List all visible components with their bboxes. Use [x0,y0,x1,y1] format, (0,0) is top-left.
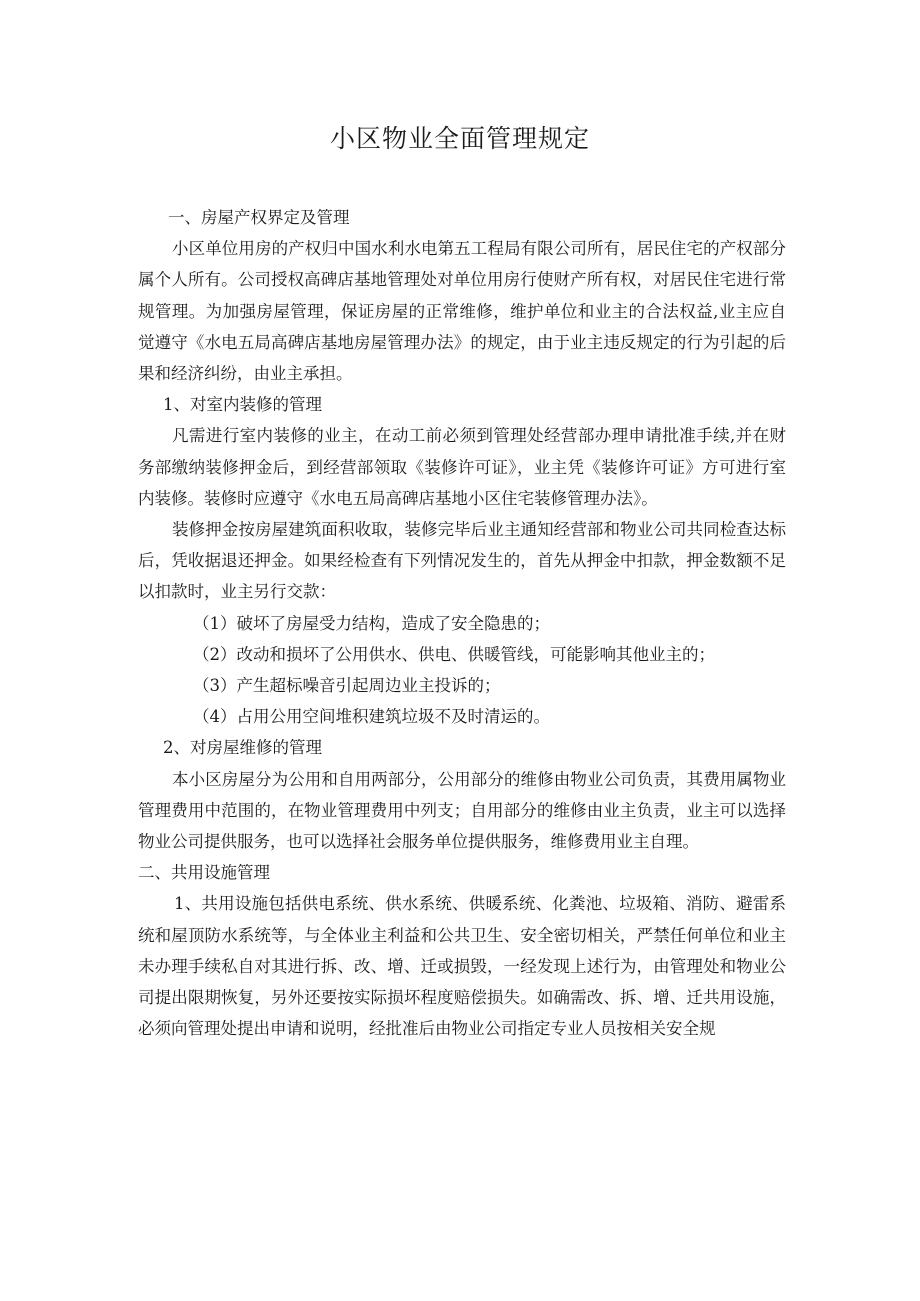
subsection-heading: 1、对室内装修的管理 [163,395,322,415]
paragraph: 小区单位用房的产权归中国水利水电第五工程局有限公司所有，居民住宅的产权部分属个人所有。公司授权高碑店基地管理处对单位用房行使财产所有权，对居民住宅进行常规管理。为加强房屋管理，保证房屋的正常维修，维护单位和业主的合法权益,业主应自觉遵守《水电五局高碑店基地房屋管理办法》的规定，由于业主违反规定的行为引起的后果和经济纠纷，由业主承担。 [138,239,786,384]
paragraph: 本小区房屋分为公用和自用两部分，公用部分的维修由物业公司负责，其费用属物业管理费用中范围的，在物业管理费用中列支；自用部分的维修由业主负责，业主可以选择物业公司提供服务，也可以选择社会服务单位提供服务，维修费用业主自理。 [138,769,786,852]
paragraph: 凡需进行室内装修的业主，在动工前必须到管理处经营部办理申请批准手续,并在财务部缴纳装修押金后，到经营部领取《装修许可证》，业主凭《装修许可证》方可进行室内装修。装修时应遵守《水电五局高碑店基地小区住宅装修管理办法》。 [138,426,786,508]
paragraph: 装修押金按房屋建筑面积收取，装修完毕后业主通知经营部和物业公司共同检查达标后，凭收据退还押金。如果经检查有下列情况发生的，首先从押金中扣款，押金数额不足以扣款时，业主另行交款： [138,520,786,602]
section-heading: 二、共用设施管理 [138,863,270,883]
list-item: （3）产生超标噪音引起周边业主投诉的； [193,676,501,696]
document-title: 小区物业全面管理规定 [329,124,590,153]
section-heading: 一、房屋产权界定及管理 [168,208,350,227]
list-item: （4）占用公用空间堆积建筑垃圾不及时清运的。 [193,707,550,727]
paragraph: 1、共用设施包括供电系统、供水系统、供暖系统、化粪池、垃圾箱、消防、避雷系统和屋顶防水系统等，与全体业主利益和公共卫生、安全密切相关，严禁任何单位和业主未办理手续私自对其进行拆、改、增、迁或损毁，一经发现上述行为，由管理处和物业公司提出限期恢复，另外还要按实际损坏程度赔偿损失。如确需改、拆、增、迁共用设施，必须向管理处提出申请和说明，经批准后由物业公司指定专业人员按相关安全规 [138,894,786,1039]
list-item: （1）破坏了房屋受力结构，造成了安全隐患的； [193,613,550,633]
list-item: （2）改动和损坏了公用供水、供电、供暖管线，可能影响其他业主的； [193,644,715,664]
subsection-heading: 2、对房屋维修的管理 [163,738,322,758]
document-body [138,202,786,1044]
